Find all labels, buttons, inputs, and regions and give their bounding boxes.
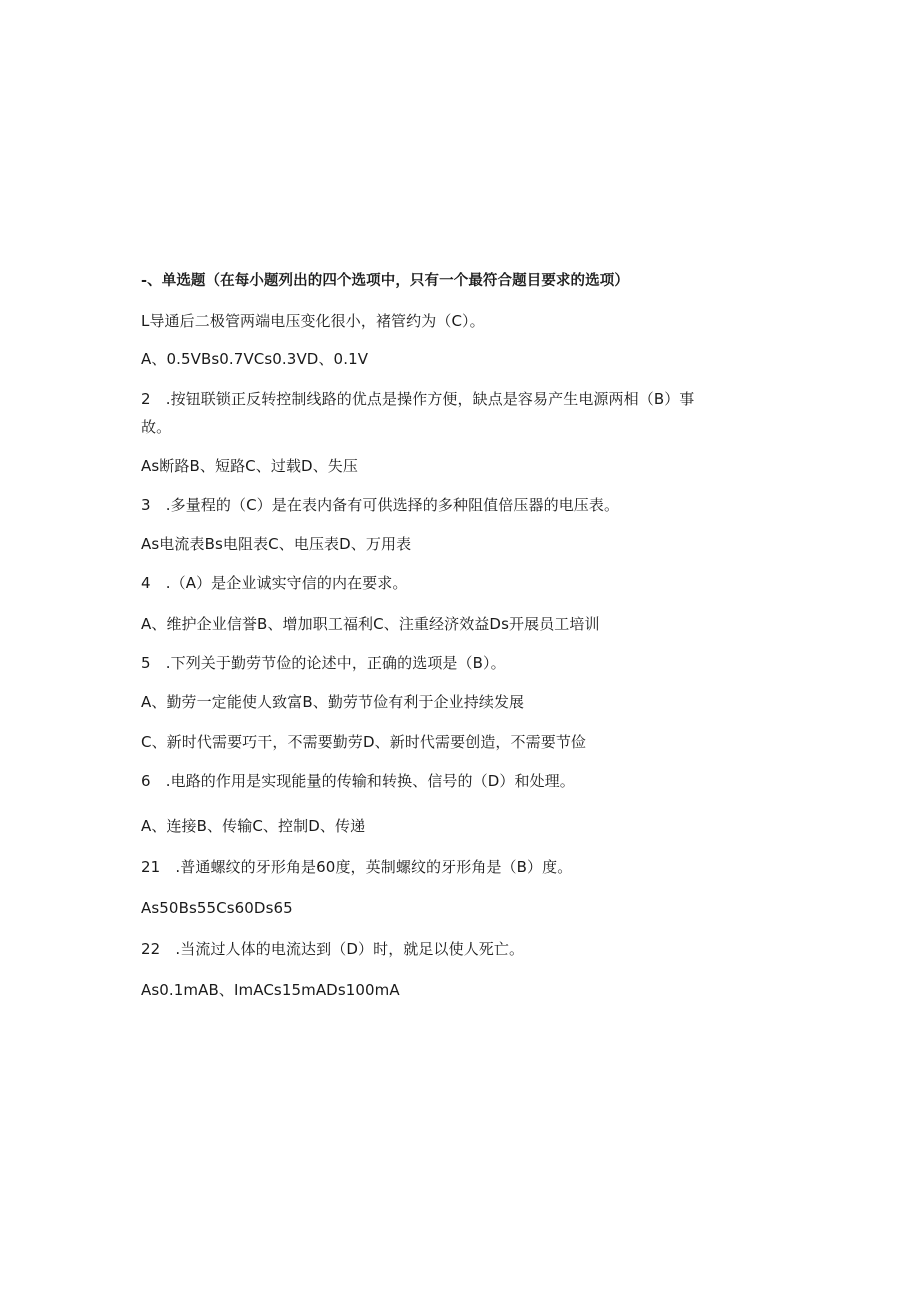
question-5-options-2: C、新时代需要巧干，不需要勤劳D、新时代需要创造，不需要节俭 xyxy=(141,733,587,751)
question-4-options: A、维护企业信誉B、增加职工福利C、注重经济效益Ds开展员工培训 xyxy=(141,615,600,633)
question-1: L导通后二极管两端电压变化很小，褚管约为（C）。 xyxy=(141,312,485,330)
question-22-options: As0.1mAB、ImACs15mADs100mA xyxy=(141,981,400,999)
question-22: 22 .当流过人体的电流达到（D）时，就足以使人死亡。 xyxy=(141,940,525,958)
question-2: 2 .按钮联锁正反转控制线路的优点是操作方便，缺点是容易产生电源两相（B）事故。 xyxy=(141,390,695,436)
question-2-options: As断路B、短路C、过载D、失压 xyxy=(141,457,358,475)
question-3: 3 .多量程的（C）是在表内备有可供选择的多种阻值倍压器的电压表。 xyxy=(141,496,620,514)
question-5-options-1: A、勤劳一定能使人致富B、勤劳节俭有利于企业持续发展 xyxy=(141,693,525,711)
question-21: 21 .普通螺纹的牙形角是60度，英制螺纹的牙形角是（B）度。 xyxy=(141,858,573,876)
question-6-options: A、连接B、传输C、控制D、传递 xyxy=(141,817,366,835)
question-6: 6 .电路的作用是实现能量的传输和转换、信号的（D）和处理。 xyxy=(141,772,575,790)
question-5: 5 .下列关于勤劳节俭的论述中，正确的选项是（B）。 xyxy=(141,654,506,672)
question-3-options: As电流表Bs电阻表C、电压表D、万用表 xyxy=(141,535,412,553)
section-heading: -、单选题（在每小题列出的四个选项中，只有一个最符合题目要求的选项） xyxy=(141,273,629,289)
question-4: 4 .（A）是企业诚实守信的内在要求。 xyxy=(141,574,408,592)
question-1-options: A、0.5VBs0.7VCs0.3VD、0.1V xyxy=(141,350,369,368)
question-21-options: As50Bs55Cs60Ds65 xyxy=(141,899,293,917)
